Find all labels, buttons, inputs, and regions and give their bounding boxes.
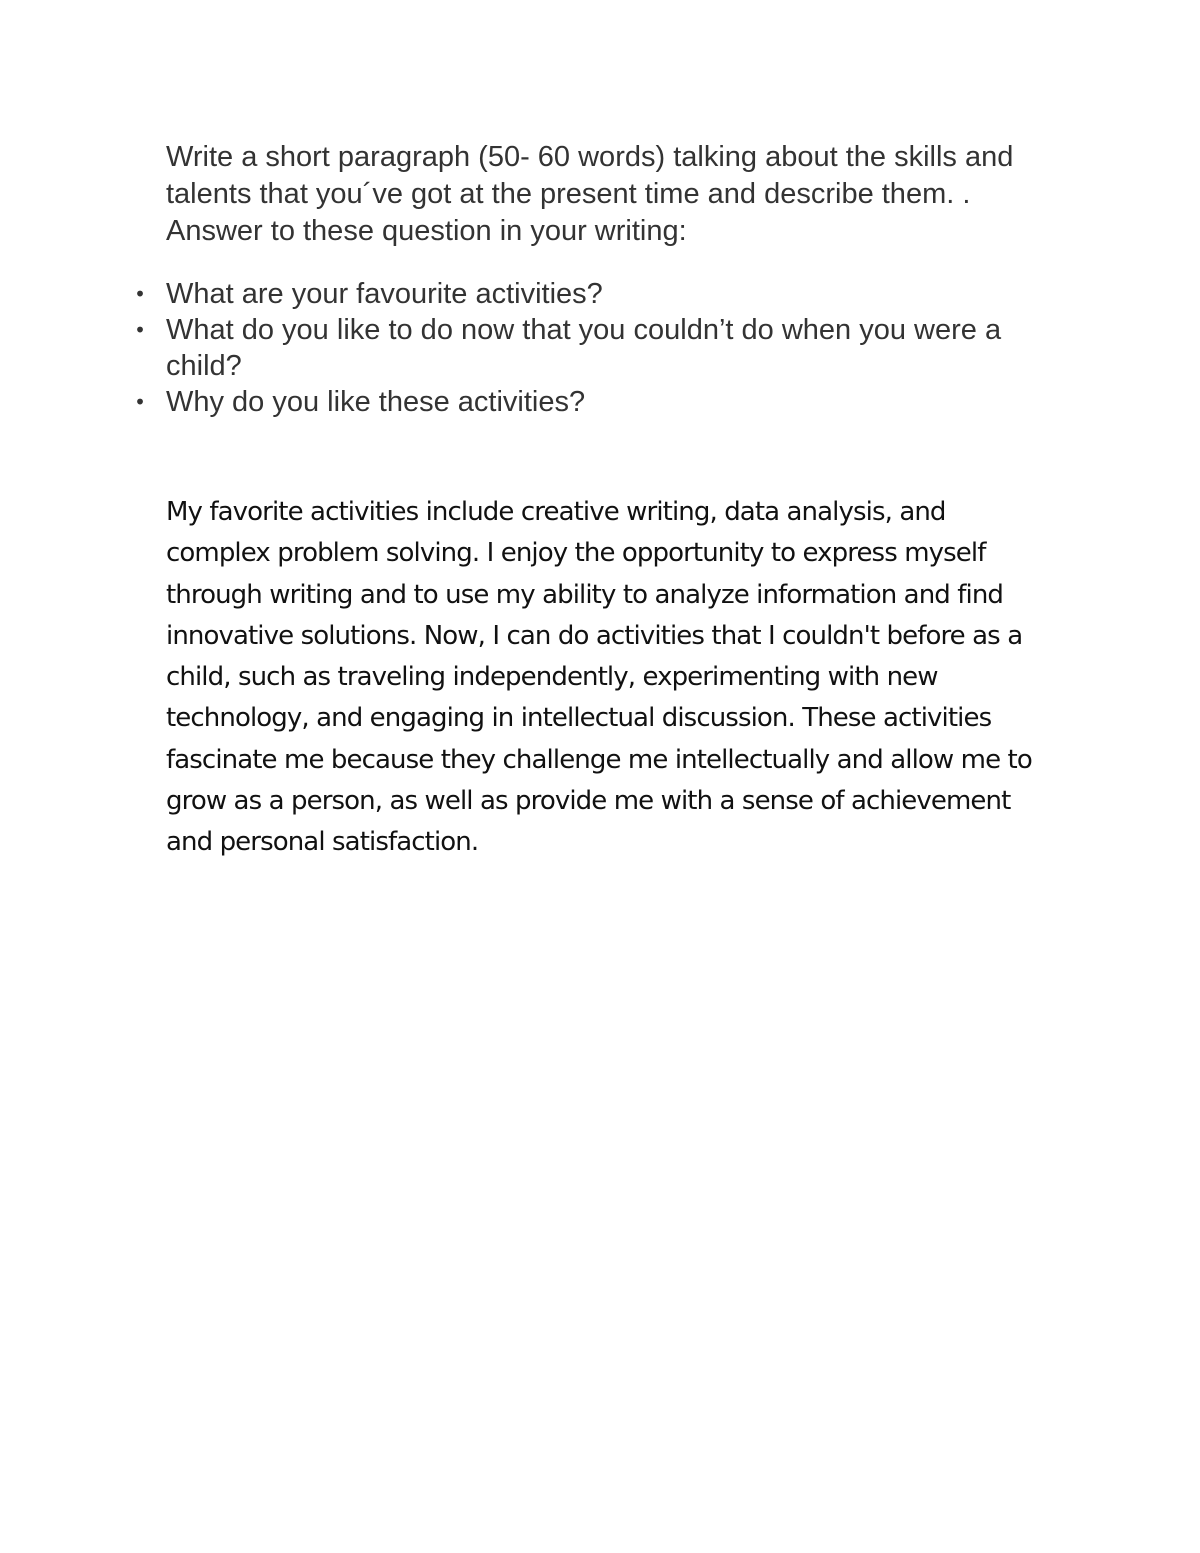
question-text: What are your favourite activities?: [166, 278, 603, 310]
bullet-icon: •: [134, 318, 146, 342]
question-item: [134, 276, 1026, 312]
answer-paragraph: My favorite activities include creative writing, data analysis, and complex problem solving. I enjoy the opportunity to express myself through writing and to use my ability to analyze information and find innovative solutions. Now, I can do activities that I couldn't before as a child, such as traveling independently, experimenting with new technology, and engaging in intellectual discussion. These activities fascinate me because they challenge me intellectually and allow me to grow as a person, as well as provide me with a sense of achievement and personal satisfaction.: [166, 497, 1032, 858]
question-list: [134, 276, 1026, 420]
question-text: Why do you like these activities?: [166, 386, 586, 418]
assignment-prompt: Write a short paragraph (50- 60 words) talking about the skills and talents that you´ve got at the present time and describe them. . Answer to these question in your writing:: [166, 141, 1014, 247]
question-text: What do you like to do now that you couldn’t do when you were a child?: [166, 314, 1002, 382]
bullet-icon: •: [134, 282, 146, 306]
bullet-icon: •: [134, 390, 146, 414]
question-item: [134, 312, 1026, 384]
question-item: [134, 384, 1026, 420]
